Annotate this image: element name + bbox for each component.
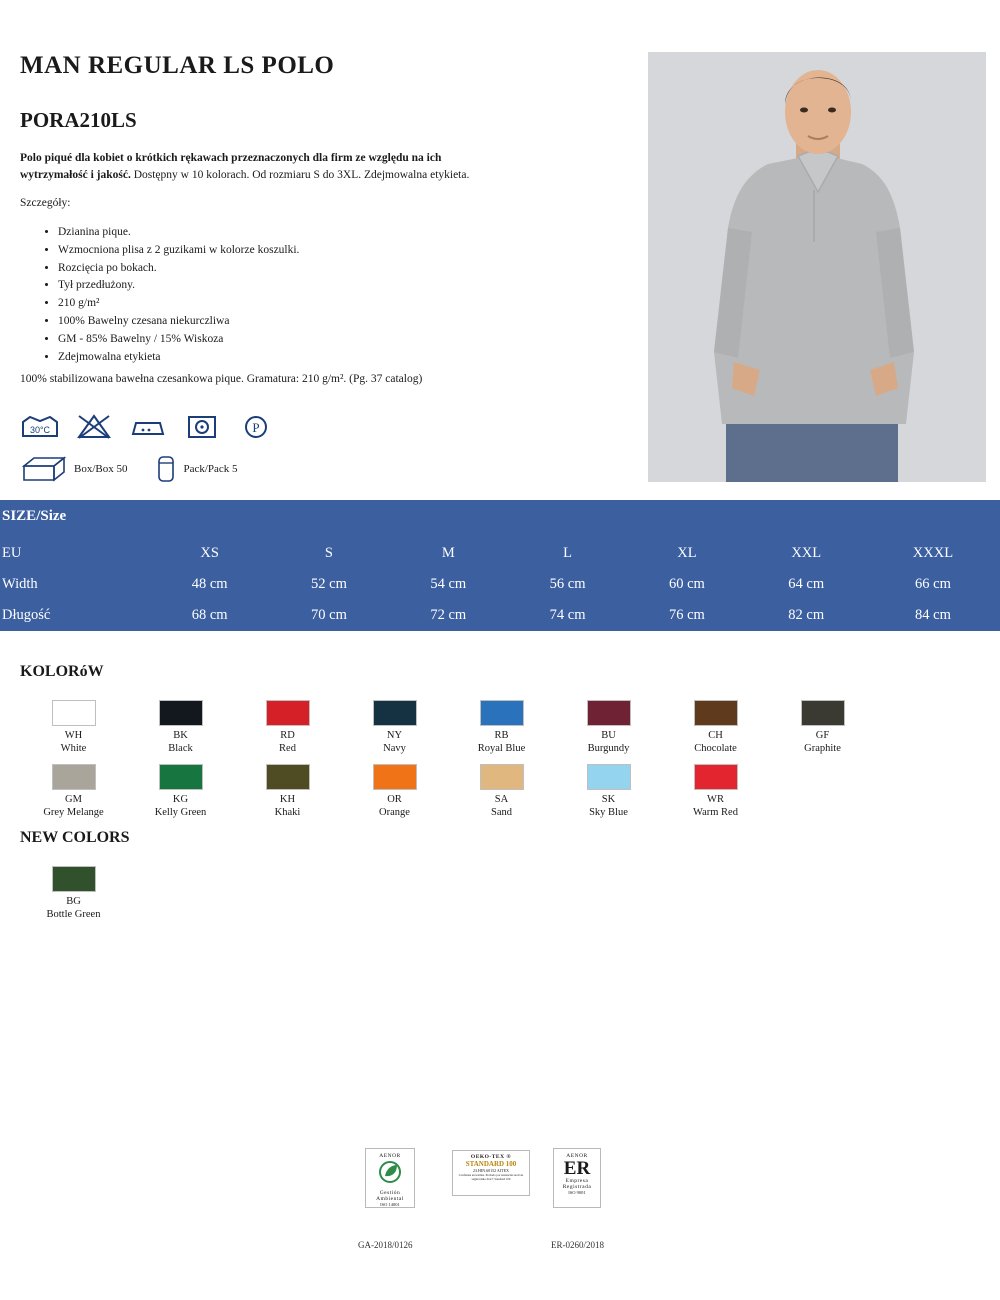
cell: 64 cm — [788, 576, 825, 592]
cert-er-subtitle: Empresa Registrada — [562, 1178, 592, 1190]
row-label-width: Width — [2, 576, 38, 592]
color-chip — [52, 700, 96, 726]
cell: 66 cm — [915, 576, 951, 592]
color-name: Kelly Green — [154, 807, 207, 819]
col-header-xl: XL — [677, 545, 697, 561]
color-chip — [373, 764, 417, 790]
cell: 56 cm — [549, 576, 586, 592]
color-code: CH — [708, 730, 723, 741]
color-chip — [159, 764, 203, 790]
color-chip — [587, 764, 631, 790]
color-chip — [52, 764, 96, 790]
box-label: Box/Box 50 — [74, 463, 128, 475]
color-code: RD — [280, 730, 295, 741]
pack-label: Pack/Pack 5 — [183, 463, 238, 475]
list-item: • Zdejmowalna etykieta — [58, 349, 470, 367]
color-code: WH — [64, 730, 83, 741]
color-swatch[interactable] — [662, 700, 769, 755]
no-bleach-icon — [74, 410, 114, 442]
color-chip — [801, 700, 845, 726]
color-name: Sky Blue — [589, 807, 628, 819]
color-swatch[interactable] — [234, 764, 341, 819]
model-photo-illustration — [648, 52, 986, 482]
feature-list — [40, 224, 470, 367]
color-name: Orange — [379, 807, 410, 819]
table-row — [0, 600, 1000, 631]
col-header-m: M — [441, 545, 455, 561]
color-code: RB — [494, 730, 509, 741]
cert-oeko-note: Confianza en textiles. Probado por sustancias nocivas según Oeko-Tex® Standard 100 — [458, 1173, 524, 1181]
col-header-xxxl: XXXL — [912, 545, 954, 561]
svg-text:P: P — [252, 420, 260, 435]
color-chip — [694, 764, 738, 790]
cell: 52 cm — [311, 576, 347, 592]
color-name: Khaki — [274, 807, 301, 819]
cert-aenor-environment — [365, 1148, 415, 1208]
color-swatch[interactable] — [341, 764, 448, 819]
cell: 70 cm — [311, 607, 347, 623]
cert-er-mark: ER — [563, 1158, 591, 1179]
color-code: BU — [601, 730, 616, 741]
color-swatch[interactable] — [127, 700, 234, 755]
color-code: NY — [386, 730, 403, 741]
page-title: MAN REGULAR LS POLO — [20, 52, 335, 79]
color-chip — [480, 700, 524, 726]
wash-temp-label: 30°C — [29, 425, 51, 435]
color-name: Red — [279, 743, 296, 755]
cert-oeko-title: OEKO-TEX ® — [470, 1154, 512, 1160]
tumble-dry-icon — [182, 410, 222, 442]
color-name: Black — [168, 743, 193, 755]
color-swatch[interactable] — [448, 764, 555, 819]
packaging-row — [20, 452, 238, 486]
color-code: WR — [707, 794, 724, 806]
iron-icon — [128, 410, 168, 442]
aenor-leaf-icon — [375, 1159, 405, 1185]
cert-code-er: ER-0260/2018 — [551, 1240, 604, 1250]
colors-section-title: KOLORóW — [20, 663, 104, 680]
color-name: Burgundy — [587, 743, 630, 755]
color-chip — [52, 866, 96, 892]
color-swatch[interactable] — [769, 700, 876, 755]
cell: 68 cm — [191, 607, 228, 623]
color-name: White — [60, 743, 87, 755]
size-table-section — [0, 500, 1000, 631]
color-chip — [587, 700, 631, 726]
details-label: Szczegóły: — [20, 197, 71, 209]
color-chip — [373, 700, 417, 726]
color-code: BK — [173, 730, 188, 741]
color-swatch[interactable] — [20, 764, 127, 819]
color-swatch[interactable] — [555, 764, 662, 819]
certifications-row — [0, 1148, 1000, 1268]
col-header-s: S — [324, 545, 333, 561]
color-name: Grey Melange — [43, 807, 104, 819]
col-header-l: L — [563, 545, 573, 561]
list-item: • Wzmocniona plisa z 2 guzikami w kolorze koszulki. — [58, 242, 470, 260]
color-name: Navy — [383, 743, 406, 755]
color-swatch[interactable] — [662, 764, 769, 819]
color-chip — [266, 700, 310, 726]
size-table — [0, 533, 1000, 631]
product-description — [20, 150, 490, 183]
color-code: GM — [65, 794, 82, 806]
product-photo — [648, 52, 986, 482]
cert-oeko-standard: STANDARD 100 — [465, 1160, 517, 1168]
table-row-header — [0, 533, 1000, 569]
product-code: PORA210LS — [20, 108, 137, 132]
color-chip — [159, 700, 203, 726]
color-name: Warm Red — [693, 807, 738, 819]
color-swatch[interactable] — [234, 700, 341, 755]
color-swatch[interactable] — [20, 866, 127, 921]
row-label-length: Długość — [2, 607, 51, 623]
cert-er-iso: ISO 9001 — [568, 1190, 586, 1195]
color-name: Royal Blue — [477, 743, 526, 755]
cert-er-title: AENOR — [566, 1153, 588, 1159]
color-chip — [266, 764, 310, 790]
cell: 60 cm — [668, 576, 705, 592]
color-code: SK — [601, 794, 616, 806]
cell: 54 cm — [430, 576, 467, 592]
cert-oeko-tex — [452, 1150, 530, 1196]
col-header-xs: XS — [200, 545, 219, 561]
description-rest: Dostępny w 10 kolorach. Od rozmiaru S do 3XL. Zdejmowalna etykieta. — [130, 168, 470, 181]
cell: 74 cm — [549, 607, 586, 623]
list-item: • 100% Bawelny czesana niekurczliwa — [58, 313, 470, 331]
col-header-xxl: XXL — [791, 545, 822, 561]
color-swatch[interactable] — [127, 764, 234, 819]
list-item: • Tył przedłużony. — [58, 277, 470, 295]
color-swatch[interactable] — [341, 700, 448, 755]
col-header-eu: EU — [2, 545, 22, 561]
color-name: Graphite — [804, 743, 841, 755]
cell: 72 cm — [430, 607, 467, 623]
box-icon — [20, 452, 68, 486]
composition-text: 100% stabilizowana bawełna czesankowa pique. Gramatura: 210 g/m². (Pg. 37 catalog) — [20, 373, 423, 385]
cell: 76 cm — [668, 607, 705, 623]
new-colors-section-title: NEW COLORS — [20, 829, 130, 846]
color-swatch[interactable] — [20, 700, 127, 755]
color-swatch-grid — [20, 700, 980, 829]
description-bold: Polo piqué dla kobiet o krótkich rękawach przeznaczonych dla firm ze względu na ich wytrzymałość i jakość. — [20, 152, 442, 181]
color-swatch[interactable] — [555, 700, 662, 755]
care-symbols — [20, 410, 276, 442]
dry-clean-p-icon — [236, 410, 276, 442]
cell: 84 cm — [915, 607, 951, 623]
color-code: KH — [279, 794, 296, 806]
color-name: Chocolate — [694, 743, 737, 755]
cert-oeko-number: 23.HIN.60152 AITEX — [473, 1168, 509, 1173]
color-code: GF — [815, 730, 830, 741]
color-chip — [694, 700, 738, 726]
color-code: BG — [66, 896, 81, 907]
color-chip — [480, 764, 524, 790]
list-item: • GM - 85% Bawelny / 15% Wiskoza — [58, 331, 470, 349]
cert-aenor-iso: ISO 14001 — [380, 1202, 400, 1207]
wash-30-icon — [20, 410, 60, 442]
cert-code-ga: GA-2018/0126 — [358, 1240, 413, 1250]
new-color-swatch-grid — [20, 866, 980, 930]
table-row — [0, 569, 1000, 600]
color-name: Bottle Green — [46, 909, 101, 921]
pack-icon — [155, 452, 177, 486]
cert-aenor-subtitle: Gestión Ambiental — [376, 1190, 404, 1202]
list-item: • Dzianina pique. — [58, 224, 470, 242]
color-code: KG — [172, 794, 189, 806]
list-item: • Rozcięcia po bokach. — [58, 260, 470, 278]
cert-aenor-registered — [553, 1148, 601, 1208]
cell: 82 cm — [788, 607, 825, 623]
color-swatch[interactable] — [448, 700, 555, 755]
cert-aenor-title: AENOR — [379, 1153, 401, 1159]
list-item: • 210 g/m² — [58, 295, 470, 313]
color-code: OR — [387, 794, 402, 806]
color-name: Sand — [491, 807, 512, 819]
cell: 48 cm — [191, 576, 228, 592]
size-section-title: SIZE/Size — [2, 508, 67, 524]
color-code: SA — [494, 794, 509, 806]
